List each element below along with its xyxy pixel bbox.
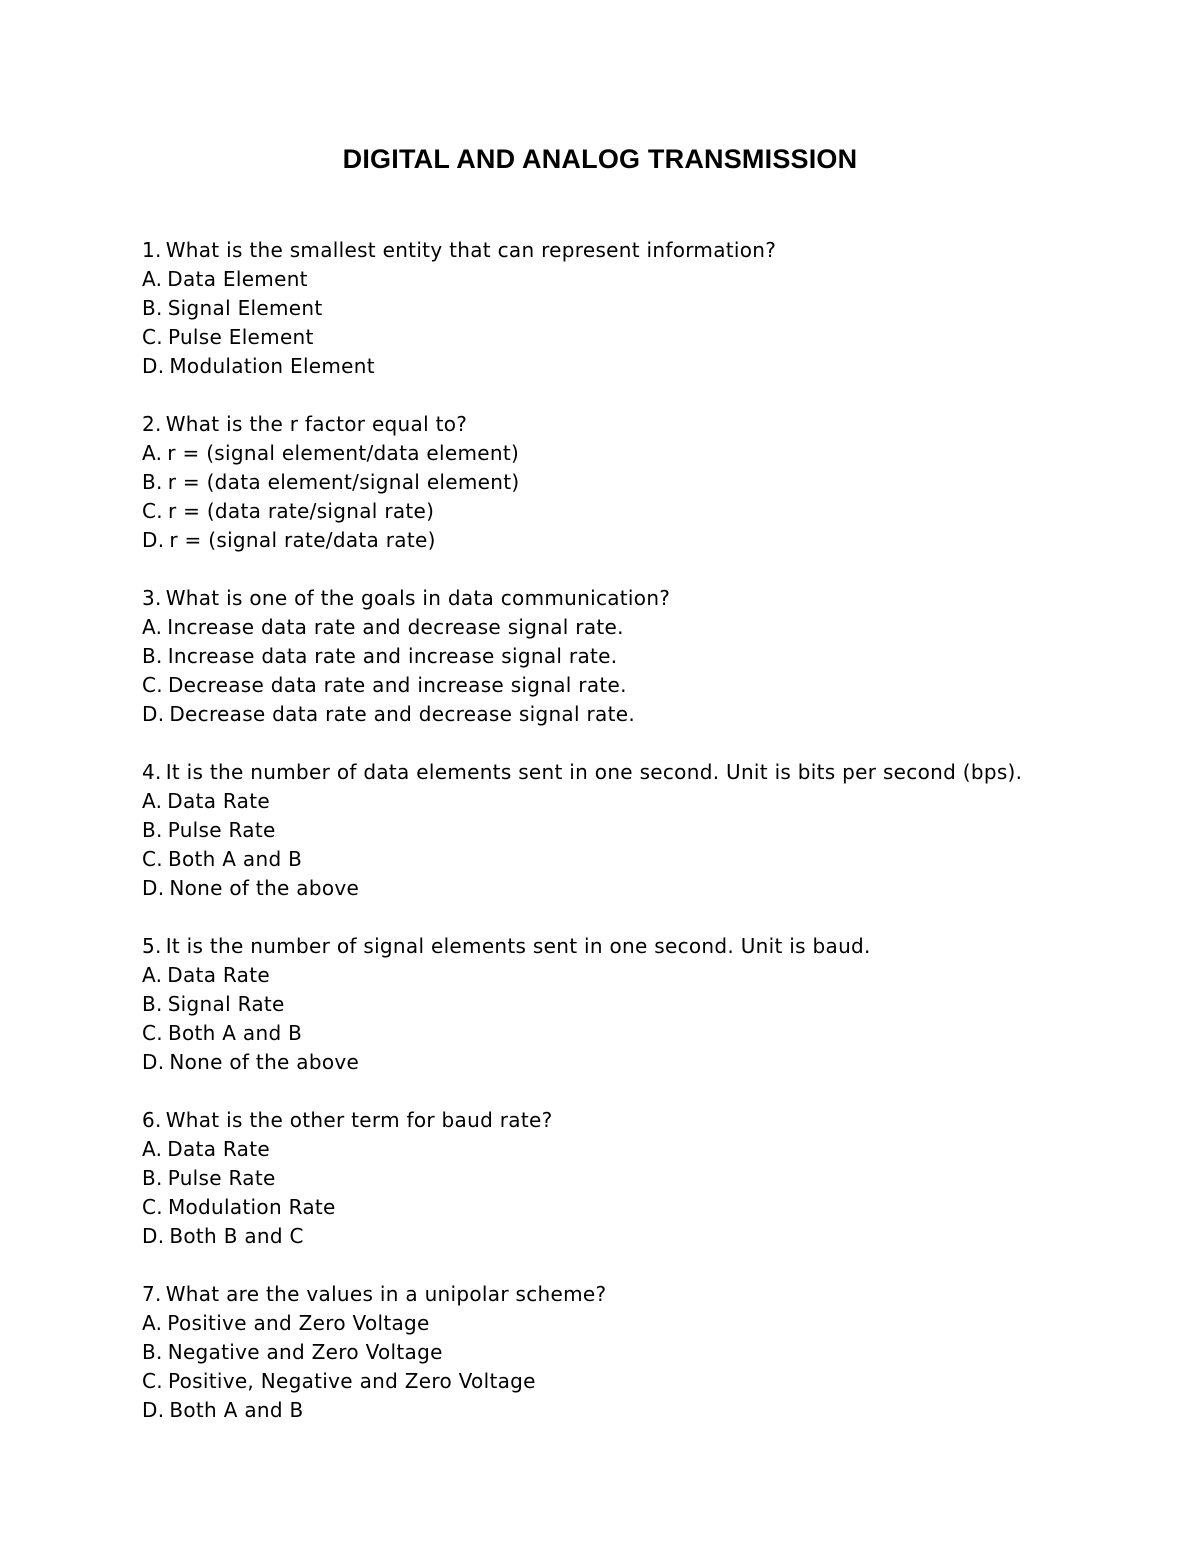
option-a: [142, 961, 1162, 990]
option-text: None of the above: [169, 1050, 360, 1074]
option-text: Pulse Rate: [167, 1166, 276, 1190]
option-c: [142, 323, 1162, 352]
option-b: [142, 642, 1162, 671]
option-d: [142, 526, 1162, 555]
question-prompt: What is the smallest entity that can represent information?: [165, 238, 777, 262]
option-text: Data Rate: [167, 789, 270, 813]
option-a: [142, 265, 1162, 294]
option-letter: D.: [142, 1050, 165, 1074]
question-list: [142, 236, 1162, 1454]
option-d: [142, 1396, 1162, 1425]
option-letter: B.: [142, 1166, 163, 1190]
option-letter: C.: [142, 1021, 163, 1045]
option-a: [142, 1135, 1162, 1164]
option-text: Increase data rate and decrease signal rate.: [167, 615, 624, 639]
option-text: Decrease data rate and decrease signal rate.: [169, 702, 635, 726]
question-number: 2.: [142, 412, 162, 436]
question-2: [142, 410, 1162, 555]
option-letter: B.: [142, 818, 163, 842]
option-b: [142, 468, 1162, 497]
question-number: 3.: [142, 586, 162, 610]
option-letter: A.: [142, 1137, 163, 1161]
option-letter: D.: [142, 528, 165, 552]
option-letter: B.: [142, 296, 163, 320]
option-letter: D.: [142, 1224, 165, 1248]
option-letter: B.: [142, 1340, 163, 1364]
option-c: [142, 845, 1162, 874]
question-4: [142, 758, 1162, 903]
question-prompt: It is the number of signal elements sent in one second. Unit is baud.: [165, 934, 871, 958]
question-number: 7.: [142, 1282, 162, 1306]
option-text: Both B and C: [169, 1224, 304, 1248]
option-letter: D.: [142, 354, 165, 378]
option-text: Both A and B: [167, 847, 303, 871]
option-d: [142, 700, 1162, 729]
option-text: Negative and Zero Voltage: [167, 1340, 443, 1364]
question-text: [142, 584, 1162, 613]
question-prompt: What are the values in a unipolar scheme?: [165, 1282, 607, 1306]
option-letter: B.: [142, 470, 163, 494]
option-b: [142, 816, 1162, 845]
option-c: [142, 671, 1162, 700]
option-d: [142, 874, 1162, 903]
question-prompt: What is the other term for baud rate?: [165, 1108, 553, 1132]
option-letter: A.: [142, 441, 163, 465]
option-a: [142, 787, 1162, 816]
option-letter: C.: [142, 499, 163, 523]
question-3: [142, 584, 1162, 729]
option-text: Data Rate: [167, 1137, 270, 1161]
option-text: r = (signal element/data element): [167, 441, 520, 465]
option-text: Increase data rate and increase signal rate.: [167, 644, 618, 668]
question-prompt: It is the number of data elements sent in one second. Unit is bits per second (bps).: [165, 760, 1023, 784]
document-title: DIGITAL AND ANALOG TRANSMISSION: [342, 144, 858, 174]
option-b: [142, 294, 1162, 323]
option-text: Pulse Rate: [167, 818, 276, 842]
option-letter: B.: [142, 992, 163, 1016]
option-c: [142, 1193, 1162, 1222]
question-text: [142, 236, 1162, 265]
question-text: [142, 410, 1162, 439]
option-text: Modulation Element: [169, 354, 375, 378]
option-letter: B.: [142, 644, 163, 668]
question-text: [142, 932, 1162, 961]
option-text: r = (data element/signal element): [167, 470, 520, 494]
option-text: Signal Rate: [167, 992, 285, 1016]
option-letter: C.: [142, 1195, 163, 1219]
option-a: [142, 439, 1162, 468]
option-text: r = (signal rate/data rate): [169, 528, 436, 552]
question-7: [142, 1280, 1162, 1425]
option-b: [142, 1338, 1162, 1367]
option-letter: A.: [142, 615, 163, 639]
option-letter: C.: [142, 325, 163, 349]
question-5: [142, 932, 1162, 1077]
option-text: Positive and Zero Voltage: [167, 1311, 430, 1335]
option-text: Data Rate: [167, 963, 270, 987]
option-text: Both A and B: [167, 1021, 303, 1045]
option-text: Pulse Element: [167, 325, 314, 349]
option-c: [142, 497, 1162, 526]
option-letter: A.: [142, 267, 163, 291]
option-a: [142, 613, 1162, 642]
option-a: [142, 1309, 1162, 1338]
question-text: [142, 1280, 1162, 1309]
question-text: [142, 758, 1162, 787]
question-1: [142, 236, 1162, 381]
option-c: [142, 1019, 1162, 1048]
option-d: [142, 1048, 1162, 1077]
question-number: 4.: [142, 760, 162, 784]
option-letter: C.: [142, 847, 163, 871]
option-b: [142, 990, 1162, 1019]
option-text: r = (data rate/signal rate): [167, 499, 435, 523]
option-d: [142, 352, 1162, 381]
option-d: [142, 1222, 1162, 1251]
question-number: 5.: [142, 934, 162, 958]
option-letter: D.: [142, 702, 165, 726]
option-letter: A.: [142, 1311, 163, 1335]
option-text: Data Element: [167, 267, 308, 291]
option-c: [142, 1367, 1162, 1396]
option-text: Positive, Negative and Zero Voltage: [167, 1369, 536, 1393]
question-6: [142, 1106, 1162, 1251]
option-text: Signal Element: [167, 296, 323, 320]
option-text: Decrease data rate and increase signal rate.: [167, 673, 627, 697]
option-letter: C.: [142, 1369, 163, 1393]
question-prompt: What is one of the goals in data communication?: [165, 586, 671, 610]
option-text: None of the above: [169, 876, 360, 900]
option-letter: D.: [142, 1398, 165, 1422]
option-letter: A.: [142, 963, 163, 987]
question-prompt: What is the r factor equal to?: [165, 412, 468, 436]
question-text: [142, 1106, 1162, 1135]
option-letter: C.: [142, 673, 163, 697]
option-b: [142, 1164, 1162, 1193]
option-letter: D.: [142, 876, 165, 900]
option-text: Modulation Rate: [167, 1195, 336, 1219]
question-number: 1.: [142, 238, 162, 262]
option-text: Both A and B: [169, 1398, 304, 1422]
option-letter: A.: [142, 789, 163, 813]
question-number: 6.: [142, 1108, 162, 1132]
